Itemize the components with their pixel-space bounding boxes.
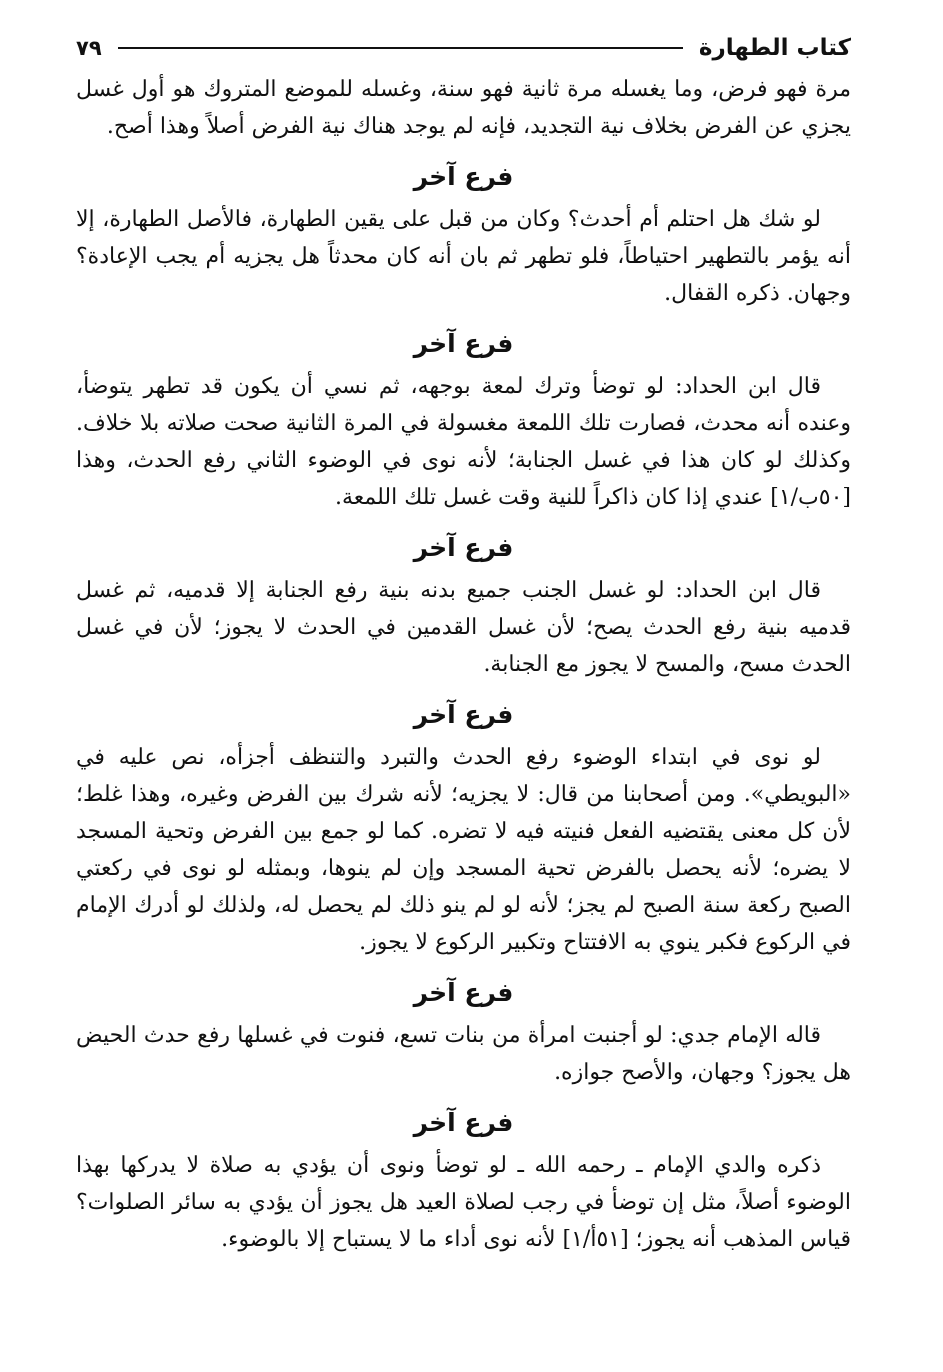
section-heading: فرع آخر — [413, 978, 514, 1007]
section-heading: فرع آخر — [413, 162, 514, 191]
chapter-title: كتاب الطهارة — [698, 35, 851, 61]
section-heading: فرع آخر — [413, 329, 514, 358]
section-paragraph: قاله الإمام جدي: لو أجنبت امرأة من بنات تسع، فنوت في غسلها رفع حدث الحيض هل يجوز؟ وجهان، والأصح جوازه. — [76, 1023, 851, 1085]
section-paragraph: قال ابن الحداد: لو توضأ وترك لمعة بوجهه، ثم نسي أن يكون قد تطهر يتوضأ، وعنده أنه محدث، فصارت تلك اللمعة مغسولة في المرة الثانية صحت صلاته بلا خلاف. وكذلك لو كان هذا في غسل الجنابة؛ لأنه نوى في الوضوء الثاني رفع الحدث، وهذا [٥٠ب/١] عندي إذا كان ذاكراً للنية وقت غسل تلك اللمعة. — [76, 374, 851, 510]
intro-paragraph: مرة فهو فرض، وما يغسله مرة ثانية فهو سنة، وغسله للموضع المتروك هو أول غسل يجزي عن الفرض بخلاف نية التجديد، فإنه لم يوجد هناك نية الفرض أصلاً وهذا أصح. — [76, 77, 851, 139]
section-paragraph: قال ابن الحداد: لو غسل الجنب جميع بدنه بنية رفع الجنابة إلا قدميه، ثم غسل قدميه بنية رفع الحدث يصح؛ لأن غسل القدمين في الحدث لا يجوز؛ لأن في غسل الحدث مسح، والمسح لا يجوز مع الجنابة. — [76, 578, 851, 677]
section-heading: فرع آخر — [413, 700, 514, 729]
book-page — [76, 26, 851, 1372]
section-paragraph: ذكره والدي الإمام ـ رحمه الله ـ لو توضأ ونوى أن يؤدي به صلاة لا يدركها بهذا الوضوء أصلاً، مثل إن توضأ في رجب لصلاة العيد هل يجوز أن يؤدي به سائر الصلوات؟ قياس المذهب أنه يجوز؛ [٥١أ/١] لأنه نوى أداء ما لا يستباح إلا بالوضوء. — [76, 1153, 851, 1252]
running-header — [76, 26, 851, 70]
section-heading: فرع آخر — [413, 533, 514, 562]
header-rule — [118, 47, 683, 49]
section-paragraph: لو نوى في ابتداء الوضوء رفع الحدث والتبرد والتنظف أجزأه، نص عليه في «البويطي». ومن أصحابنا من قال: لا يجزيه؛ لأنه شرك بين الفرض وغيره، وهذا غلط؛ لأن كل معنى يقتضيه الفعل فنيته فيه لا تضره. كما لو جمع بين الفرض وتحية المسجد لا يضره؛ لأنه يحصل بالفرض تحية المسجد وإن لم ينوها، وبمثله لو نوى في ركعتي الصبح ركعة سنة الصبح لم يجز؛ لأنه لو لم ينو ذلك لم يحصل له، ولذلك لو أدرك الإمام في الركوع فكبر ينوي به الافتتاح وتكبير الركوع لا يجوز. — [76, 745, 851, 955]
page-number: ٧٩ — [76, 36, 102, 60]
section-heading: فرع آخر — [413, 1108, 514, 1137]
section-paragraph: لو شك هل احتلم أم أحدث؟ وكان من قبل على يقين الطهارة، فالأصل الطهارة، إلا أنه يؤمر بالتطهير احتياطاً، فلو تطهر ثم بان أنه كان محدثاً هل يجزيه أم يجب الإعادة؟ وجهان. ذكره القفال. — [76, 207, 851, 306]
